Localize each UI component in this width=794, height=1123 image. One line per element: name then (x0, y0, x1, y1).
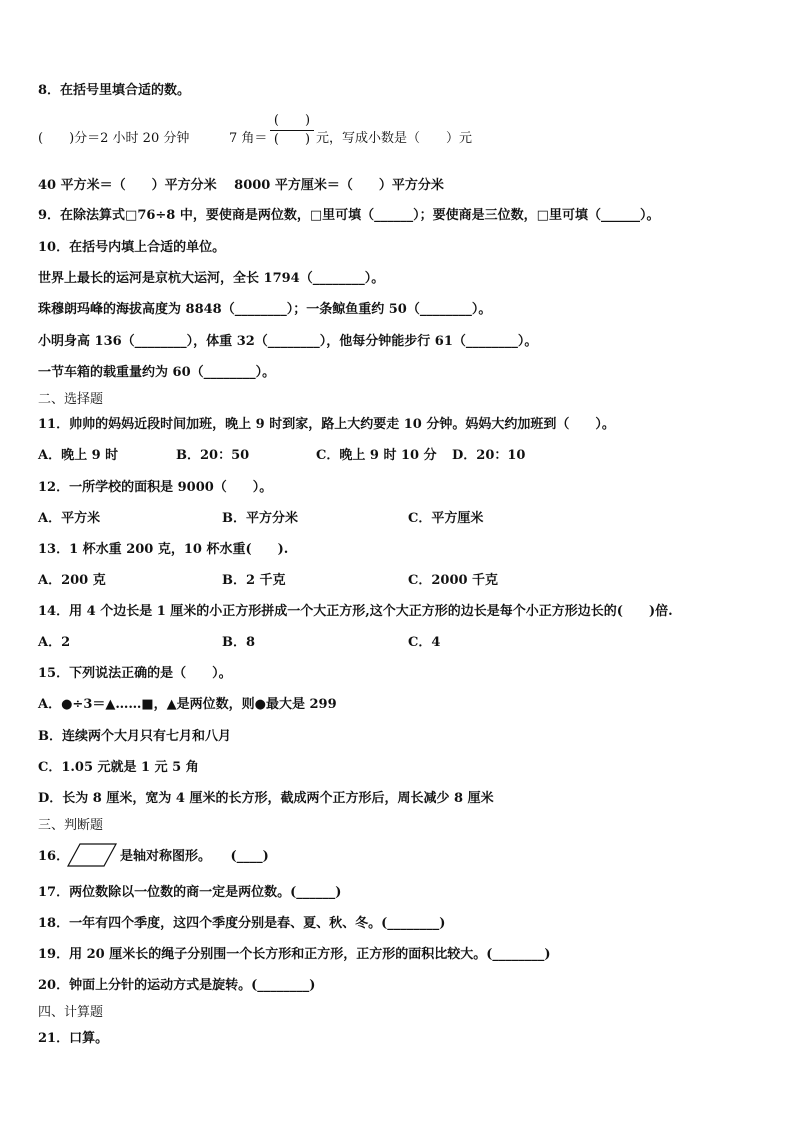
q12-text: 12．一所学校的面积是 9000（ ）。 (38, 480, 273, 495)
q12-option-b: B．平方分米 (222, 511, 298, 526)
q15-text: 15．下列说法正确的是（ ）。 (38, 666, 232, 681)
q19-text: 19．用 20 厘米长的绳子分别围一个长方形和正方形，正方形的面积比较大。(________) (38, 947, 551, 962)
q10-line2: 珠穆朗玛峰的海拔高度为 8848（________）；一条鲸鱼重约 50（________）。 (38, 302, 492, 317)
q15-option-d: D．长为 8 厘米，宽为 4 厘米的长方形，截成两个正方形后，周长减少 8 厘米 (38, 791, 494, 806)
section-heading: 四、计算题 (38, 1005, 104, 1020)
q11-option-c: C．晚上 9 时 10 分 (316, 448, 437, 463)
q10-line1: 世界上最长的运河是京杭大运河，全长 1794（________）。 (38, 271, 385, 286)
q9-text: 9．在除法算式□76÷8 中，要使商是两位数，□里可填（______）；要使商是三位数，□里可填（______）。 (38, 208, 660, 223)
q21-text: 21．口算。 (38, 1031, 109, 1046)
q13-option-c: C．2000 千克 (408, 573, 499, 588)
q13-option-b: B．2 千克 (222, 573, 286, 588)
q16-number: 16． (38, 849, 70, 864)
q14-text: 14．用 4 个边长是 1 厘米的小正方形拼成一个大正方形,这个大正方形的边长是每个小正方形边长的( )倍. (38, 604, 673, 619)
q10-title: 10．在括号内填上合适的单位。 (38, 240, 226, 255)
q8-part2-prefix: 7 角＝ (229, 131, 268, 146)
q11-option-a: A．晚上 9 时 (38, 448, 119, 463)
q16-text: 是轴对称图形。 (____) (120, 849, 269, 864)
fraction-numerator: ( ) (273, 113, 311, 128)
q15-option-c: C．1.05 元就是 1 元 5 角 (38, 760, 199, 775)
q15-option-a: A．●÷3＝▲……■，▲是两位数，则●最大是 299 (38, 697, 337, 712)
q14-option-c: C．4 (408, 635, 441, 650)
q8-fraction (270, 113, 314, 148)
q8-title: 8．在括号里填合适的数。 (38, 83, 191, 98)
q10-line3: 小明身高 136（________），体重 32（________），他每分钟能步行 61（________）。 (38, 334, 538, 349)
section-heading: 二、选择题 (38, 392, 104, 407)
q15-option-b: B．连续两个大月只有七月和八月 (38, 729, 231, 744)
q10-line4: 一节车箱的载重量约为 60（________）。 (38, 365, 276, 380)
q12-option-c: C．平方厘米 (408, 511, 484, 526)
q11-text: 11．帅帅的妈妈近段时间加班，晚上 9 时到家，路上大约要走 10 分钟。妈妈大约加班到（ ）。 (38, 417, 615, 432)
fraction-denominator: ( ) (273, 132, 311, 147)
q8-part1: ( )分＝2 小时 20 分钟 (38, 131, 190, 146)
q14-option-a: A．2 (38, 635, 71, 650)
q11-option-d: D．20：10 (452, 448, 526, 463)
q12-option-a: A．平方米 (38, 511, 101, 526)
q8-part2-suffix: 元，写成小数是（ ）元 (316, 131, 473, 146)
q13-text: 13．1 杯水重 200 克，10 杯水重( ). (38, 542, 289, 557)
fraction-bar (270, 130, 314, 131)
section-heading: 三、判断题 (38, 818, 104, 833)
q18-text: 18．一年有四个季度，这四个季度分别是春、夏、秋、冬。(________) (38, 916, 446, 931)
q8-part3: 40 平方米＝（ ）平方分米 8000 平方厘米＝（ ）平方分米 (38, 178, 444, 193)
q20-text: 20．钟面上分针的运动方式是旋转。(________) (38, 978, 316, 993)
q14-option-b: B．8 (222, 635, 256, 650)
q17-text: 17．两位数除以一位数的商一定是两位数。(______) (38, 885, 342, 900)
q13-option-a: A．200 克 (38, 573, 106, 588)
q11-option-b: B．20：50 (176, 448, 250, 463)
parallelogram-figure (66, 842, 118, 868)
